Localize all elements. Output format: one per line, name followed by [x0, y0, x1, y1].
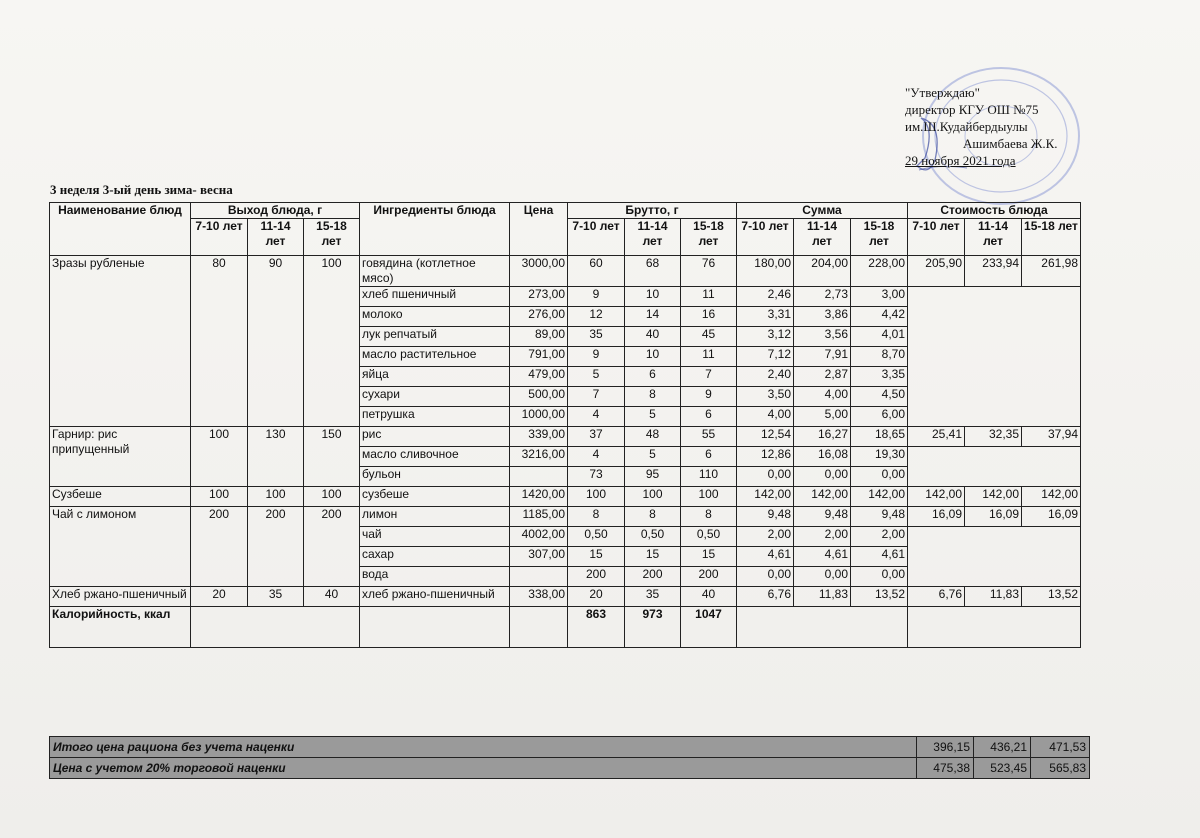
gross-weight: 73 [568, 467, 625, 487]
dish-cost: 233,94 [965, 256, 1022, 287]
ingredient-name: хлеб ржано-пшеничный [360, 587, 510, 607]
approval-approve: "Утверждаю" [905, 85, 980, 100]
dish-cost: 32,35 [965, 427, 1022, 447]
ingredient-sum: 4,00 [737, 407, 794, 427]
ingredient-row [50, 427, 1081, 447]
approval-date: 29 ноября 2021 года [905, 153, 1016, 168]
ingredient-sum: 4,01 [851, 327, 908, 347]
gross-weight: 11 [681, 347, 737, 367]
approval-school: им.Ш.Кудайбердыулы [905, 119, 1028, 134]
gross-weight: 9 [568, 287, 625, 307]
ingredient-sum: 3,00 [851, 287, 908, 307]
ingredient-name: чай [360, 527, 510, 547]
header-ingredients: Ингредиенты блюда [360, 203, 510, 256]
gross-weight: 15 [681, 547, 737, 567]
ingredient-sum: 4,00 [794, 387, 851, 407]
ingredient-name: хлеб пшеничный [360, 287, 510, 307]
age-header: 7-10 лет [908, 219, 965, 256]
dish-cost: 6,76 [908, 587, 965, 607]
age-header: 11-14 лет [625, 219, 681, 256]
total-row [50, 737, 1090, 758]
dish-cost: 16,09 [908, 507, 965, 527]
menu-table-body [50, 203, 1081, 648]
ingredient-price: 1185,00 [510, 507, 568, 527]
ingredient-sum: 8,70 [851, 347, 908, 367]
calories-blank [360, 607, 510, 648]
ingredient-sum: 16,27 [794, 427, 851, 447]
dish-yield: 20 [191, 587, 248, 607]
gross-weight: 8 [625, 507, 681, 527]
ingredient-price: 479,00 [510, 367, 568, 387]
ingredient-price: 3000,00 [510, 256, 568, 287]
ingredient-price: 791,00 [510, 347, 568, 367]
calories-value: 1047 [681, 607, 737, 648]
approval-block [905, 84, 1058, 169]
dish-cost: 261,98 [1022, 256, 1081, 287]
ingredient-price: 3216,00 [510, 447, 568, 467]
total-label: Итого цена рациона без учета наценки [50, 737, 917, 758]
ingredient-sum: 0,00 [851, 567, 908, 587]
dish-name: Сузбеше [50, 487, 191, 507]
gross-weight: 11 [681, 287, 737, 307]
ingredient-name: яйца [360, 367, 510, 387]
gross-weight: 0,50 [681, 527, 737, 547]
calories-label: Калорийность, ккал [50, 607, 191, 648]
age-header: 15-18 лет [1022, 219, 1081, 256]
calories-blank [510, 607, 568, 648]
gross-weight: 4 [568, 407, 625, 427]
ingredient-sum: 12,54 [737, 427, 794, 447]
ingredient-sum: 180,00 [737, 256, 794, 287]
gross-weight: 8 [625, 387, 681, 407]
ingredient-sum: 3,56 [794, 327, 851, 347]
ingredient-sum: 0,00 [794, 567, 851, 587]
ingredient-sum: 3,31 [737, 307, 794, 327]
gross-weight: 10 [625, 347, 681, 367]
ingredient-sum: 4,61 [737, 547, 794, 567]
header-yield: Выход блюда, г [191, 203, 360, 219]
total-label: Цена с учетом 20% торговой наценки [50, 758, 917, 779]
header-gross: Брутто, г [568, 203, 737, 219]
gross-weight: 0,50 [568, 527, 625, 547]
dish-yield: 90 [248, 256, 304, 427]
dish-yield: 100 [304, 487, 360, 507]
gross-weight: 68 [625, 256, 681, 287]
header-price: Цена [510, 203, 568, 256]
approval-position: директор КГУ ОШ №75 [905, 102, 1039, 117]
ingredient-sum: 6,00 [851, 407, 908, 427]
ingredient-price [510, 567, 568, 587]
age-header: 11-14 лет [248, 219, 304, 256]
age-header: 7-10 лет [737, 219, 794, 256]
ingredient-sum: 9,48 [851, 507, 908, 527]
gross-weight: 10 [625, 287, 681, 307]
ingredient-name: сахар [360, 547, 510, 567]
dish-cost: 16,09 [965, 507, 1022, 527]
gross-weight: 100 [681, 487, 737, 507]
ingredient-name: молоко [360, 307, 510, 327]
ingredient-name: сузбеше [360, 487, 510, 507]
total-value: 471,53 [1031, 737, 1090, 758]
ingredient-name: сухари [360, 387, 510, 407]
age-header: 7-10 лет [191, 219, 248, 256]
age-header: 11-14 лет [794, 219, 851, 256]
menu-day-title: 3 неделя 3-ый день зима- весна [50, 182, 233, 197]
gross-weight: 20 [568, 587, 625, 607]
gross-weight: 6 [681, 447, 737, 467]
ingredient-price: 339,00 [510, 427, 568, 447]
ingredient-row [50, 487, 1081, 507]
dish-yield: 80 [191, 256, 248, 427]
ingredient-sum: 9,48 [794, 507, 851, 527]
gross-weight: 37 [568, 427, 625, 447]
gross-weight: 200 [681, 567, 737, 587]
dish-cost-blank [908, 527, 1081, 587]
dish-cost-blank [908, 447, 1081, 487]
ingredient-sum: 3,35 [851, 367, 908, 387]
age-header: 15-18 лет [681, 219, 737, 256]
ingredient-sum: 4,61 [794, 547, 851, 567]
gross-weight: 5 [625, 447, 681, 467]
dish-cost: 11,83 [965, 587, 1022, 607]
gross-weight: 200 [625, 567, 681, 587]
header-row [50, 203, 1081, 219]
ingredient-sum: 3,50 [737, 387, 794, 407]
gross-weight: 5 [568, 367, 625, 387]
ingredient-sum: 2,46 [737, 287, 794, 307]
gross-weight: 16 [681, 307, 737, 327]
gross-weight: 55 [681, 427, 737, 447]
ingredient-name: рис [360, 427, 510, 447]
ingredient-sum: 0,00 [737, 567, 794, 587]
ingredient-sum: 0,00 [851, 467, 908, 487]
ingredient-name: говядина (котлетное мясо) [360, 256, 510, 287]
dish-name: Зразы рубленые [50, 256, 191, 427]
ingredient-sum: 0,00 [737, 467, 794, 487]
calories-value: 973 [625, 607, 681, 648]
dish-cost: 25,41 [908, 427, 965, 447]
ingredient-sum: 204,00 [794, 256, 851, 287]
gross-weight: 8 [568, 507, 625, 527]
totals-table [49, 736, 1090, 779]
ingredient-sum: 228,00 [851, 256, 908, 287]
dish-yield: 200 [191, 507, 248, 587]
ingredient-sum: 2,73 [794, 287, 851, 307]
ingredient-sum: 12,86 [737, 447, 794, 467]
gross-weight: 95 [625, 467, 681, 487]
dish-cost: 142,00 [965, 487, 1022, 507]
dish-cost: 142,00 [1022, 487, 1081, 507]
total-value: 475,38 [917, 758, 974, 779]
ingredient-name: лимон [360, 507, 510, 527]
ingredient-price: 273,00 [510, 287, 568, 307]
age-header: 15-18 лет [304, 219, 360, 256]
ingredient-row [50, 256, 1081, 287]
gross-weight: 14 [625, 307, 681, 327]
ingredient-sum: 13,52 [851, 587, 908, 607]
gross-weight: 15 [568, 547, 625, 567]
header-cost: Стоимость блюда [908, 203, 1081, 219]
calories-row [50, 607, 1081, 648]
ingredient-name: лук репчатый [360, 327, 510, 347]
gross-weight: 35 [568, 327, 625, 347]
gross-weight: 0,50 [625, 527, 681, 547]
total-value: 523,45 [974, 758, 1031, 779]
gross-weight: 9 [568, 347, 625, 367]
ingredient-sum: 7,12 [737, 347, 794, 367]
ingredient-price: 1420,00 [510, 487, 568, 507]
gross-weight: 9 [681, 387, 737, 407]
gross-weight: 48 [625, 427, 681, 447]
gross-weight: 35 [625, 587, 681, 607]
ingredient-sum: 142,00 [851, 487, 908, 507]
dish-name: Чай с лимоном [50, 507, 191, 587]
total-value: 436,21 [974, 737, 1031, 758]
ingredient-row [50, 507, 1081, 527]
ingredient-sum: 4,50 [851, 387, 908, 407]
gross-weight: 100 [625, 487, 681, 507]
ingredient-sum: 5,00 [794, 407, 851, 427]
ingredient-sum: 3,12 [737, 327, 794, 347]
dish-cost: 142,00 [908, 487, 965, 507]
ingredient-sum: 2,00 [794, 527, 851, 547]
ingredient-price: 307,00 [510, 547, 568, 567]
gross-weight: 100 [568, 487, 625, 507]
ingredient-price [510, 467, 568, 487]
gross-weight: 200 [568, 567, 625, 587]
age-header: 11-14 лет [965, 219, 1022, 256]
dish-cost: 205,90 [908, 256, 965, 287]
age-header: 15-18 лет [851, 219, 908, 256]
ingredient-sum: 2,87 [794, 367, 851, 387]
gross-weight: 15 [625, 547, 681, 567]
ingredient-sum: 9,48 [737, 507, 794, 527]
ingredient-sum: 7,91 [794, 347, 851, 367]
gross-weight: 7 [568, 387, 625, 407]
age-header: 7-10 лет [568, 219, 625, 256]
dish-yield: 100 [304, 256, 360, 427]
dish-name: Хлеб ржано-пшеничный [50, 587, 191, 607]
ingredient-price: 276,00 [510, 307, 568, 327]
gross-weight: 45 [681, 327, 737, 347]
ingredient-price: 1000,00 [510, 407, 568, 427]
calories-blank [191, 607, 360, 648]
ingredient-name: масло растительное [360, 347, 510, 367]
ingredient-price: 89,00 [510, 327, 568, 347]
ingredient-sum: 2,00 [851, 527, 908, 547]
header-name: Наименование блюд [50, 203, 191, 256]
ingredient-sum: 16,08 [794, 447, 851, 467]
dish-cost: 13,52 [1022, 587, 1081, 607]
ingredient-sum: 4,42 [851, 307, 908, 327]
ingredient-sum: 3,86 [794, 307, 851, 327]
calories-value: 863 [568, 607, 625, 648]
calories-blank [737, 607, 908, 648]
total-row [50, 758, 1090, 779]
ingredient-sum: 0,00 [794, 467, 851, 487]
gross-weight: 110 [681, 467, 737, 487]
gross-weight: 12 [568, 307, 625, 327]
gross-weight: 6 [625, 367, 681, 387]
ingredient-sum: 6,76 [737, 587, 794, 607]
dish-cost: 37,94 [1022, 427, 1081, 447]
ingredient-name: вода [360, 567, 510, 587]
ingredient-sum: 2,00 [737, 527, 794, 547]
ingredient-row [50, 587, 1081, 607]
dish-cost-blank [908, 287, 1081, 427]
ingredient-name: бульон [360, 467, 510, 487]
menu-table [49, 202, 1081, 648]
dish-yield: 200 [304, 507, 360, 587]
gross-weight: 60 [568, 256, 625, 287]
ingredient-name: масло сливочное [360, 447, 510, 467]
gross-weight: 40 [681, 587, 737, 607]
ingredient-price: 338,00 [510, 587, 568, 607]
ingredient-sum: 19,30 [851, 447, 908, 467]
total-value: 565,83 [1031, 758, 1090, 779]
calories-blank [908, 607, 1081, 648]
dish-yield: 100 [191, 427, 248, 487]
dish-yield: 40 [304, 587, 360, 607]
ingredient-sum: 142,00 [737, 487, 794, 507]
dish-cost: 16,09 [1022, 507, 1081, 527]
gross-weight: 8 [681, 507, 737, 527]
ingredient-price: 500,00 [510, 387, 568, 407]
total-value: 396,15 [917, 737, 974, 758]
dish-yield: 35 [248, 587, 304, 607]
ingredient-name: петрушка [360, 407, 510, 427]
dish-yield: 200 [248, 507, 304, 587]
ingredient-sum: 4,61 [851, 547, 908, 567]
dish-yield: 100 [191, 487, 248, 507]
dish-yield: 150 [304, 427, 360, 487]
gross-weight: 6 [681, 407, 737, 427]
ingredient-sum: 2,40 [737, 367, 794, 387]
gross-weight: 5 [625, 407, 681, 427]
ingredient-price: 4002,00 [510, 527, 568, 547]
ingredient-sum: 11,83 [794, 587, 851, 607]
gross-weight: 76 [681, 256, 737, 287]
gross-weight: 7 [681, 367, 737, 387]
ingredient-sum: 18,65 [851, 427, 908, 447]
gross-weight: 4 [568, 447, 625, 467]
dish-yield: 100 [248, 487, 304, 507]
ingredient-sum: 142,00 [794, 487, 851, 507]
dish-yield: 130 [248, 427, 304, 487]
approval-signer: Ашимбаева Ж.К. [963, 136, 1058, 151]
gross-weight: 40 [625, 327, 681, 347]
dish-name: Гарнир: рис припущенный [50, 427, 191, 487]
header-sum: Сумма [737, 203, 908, 219]
